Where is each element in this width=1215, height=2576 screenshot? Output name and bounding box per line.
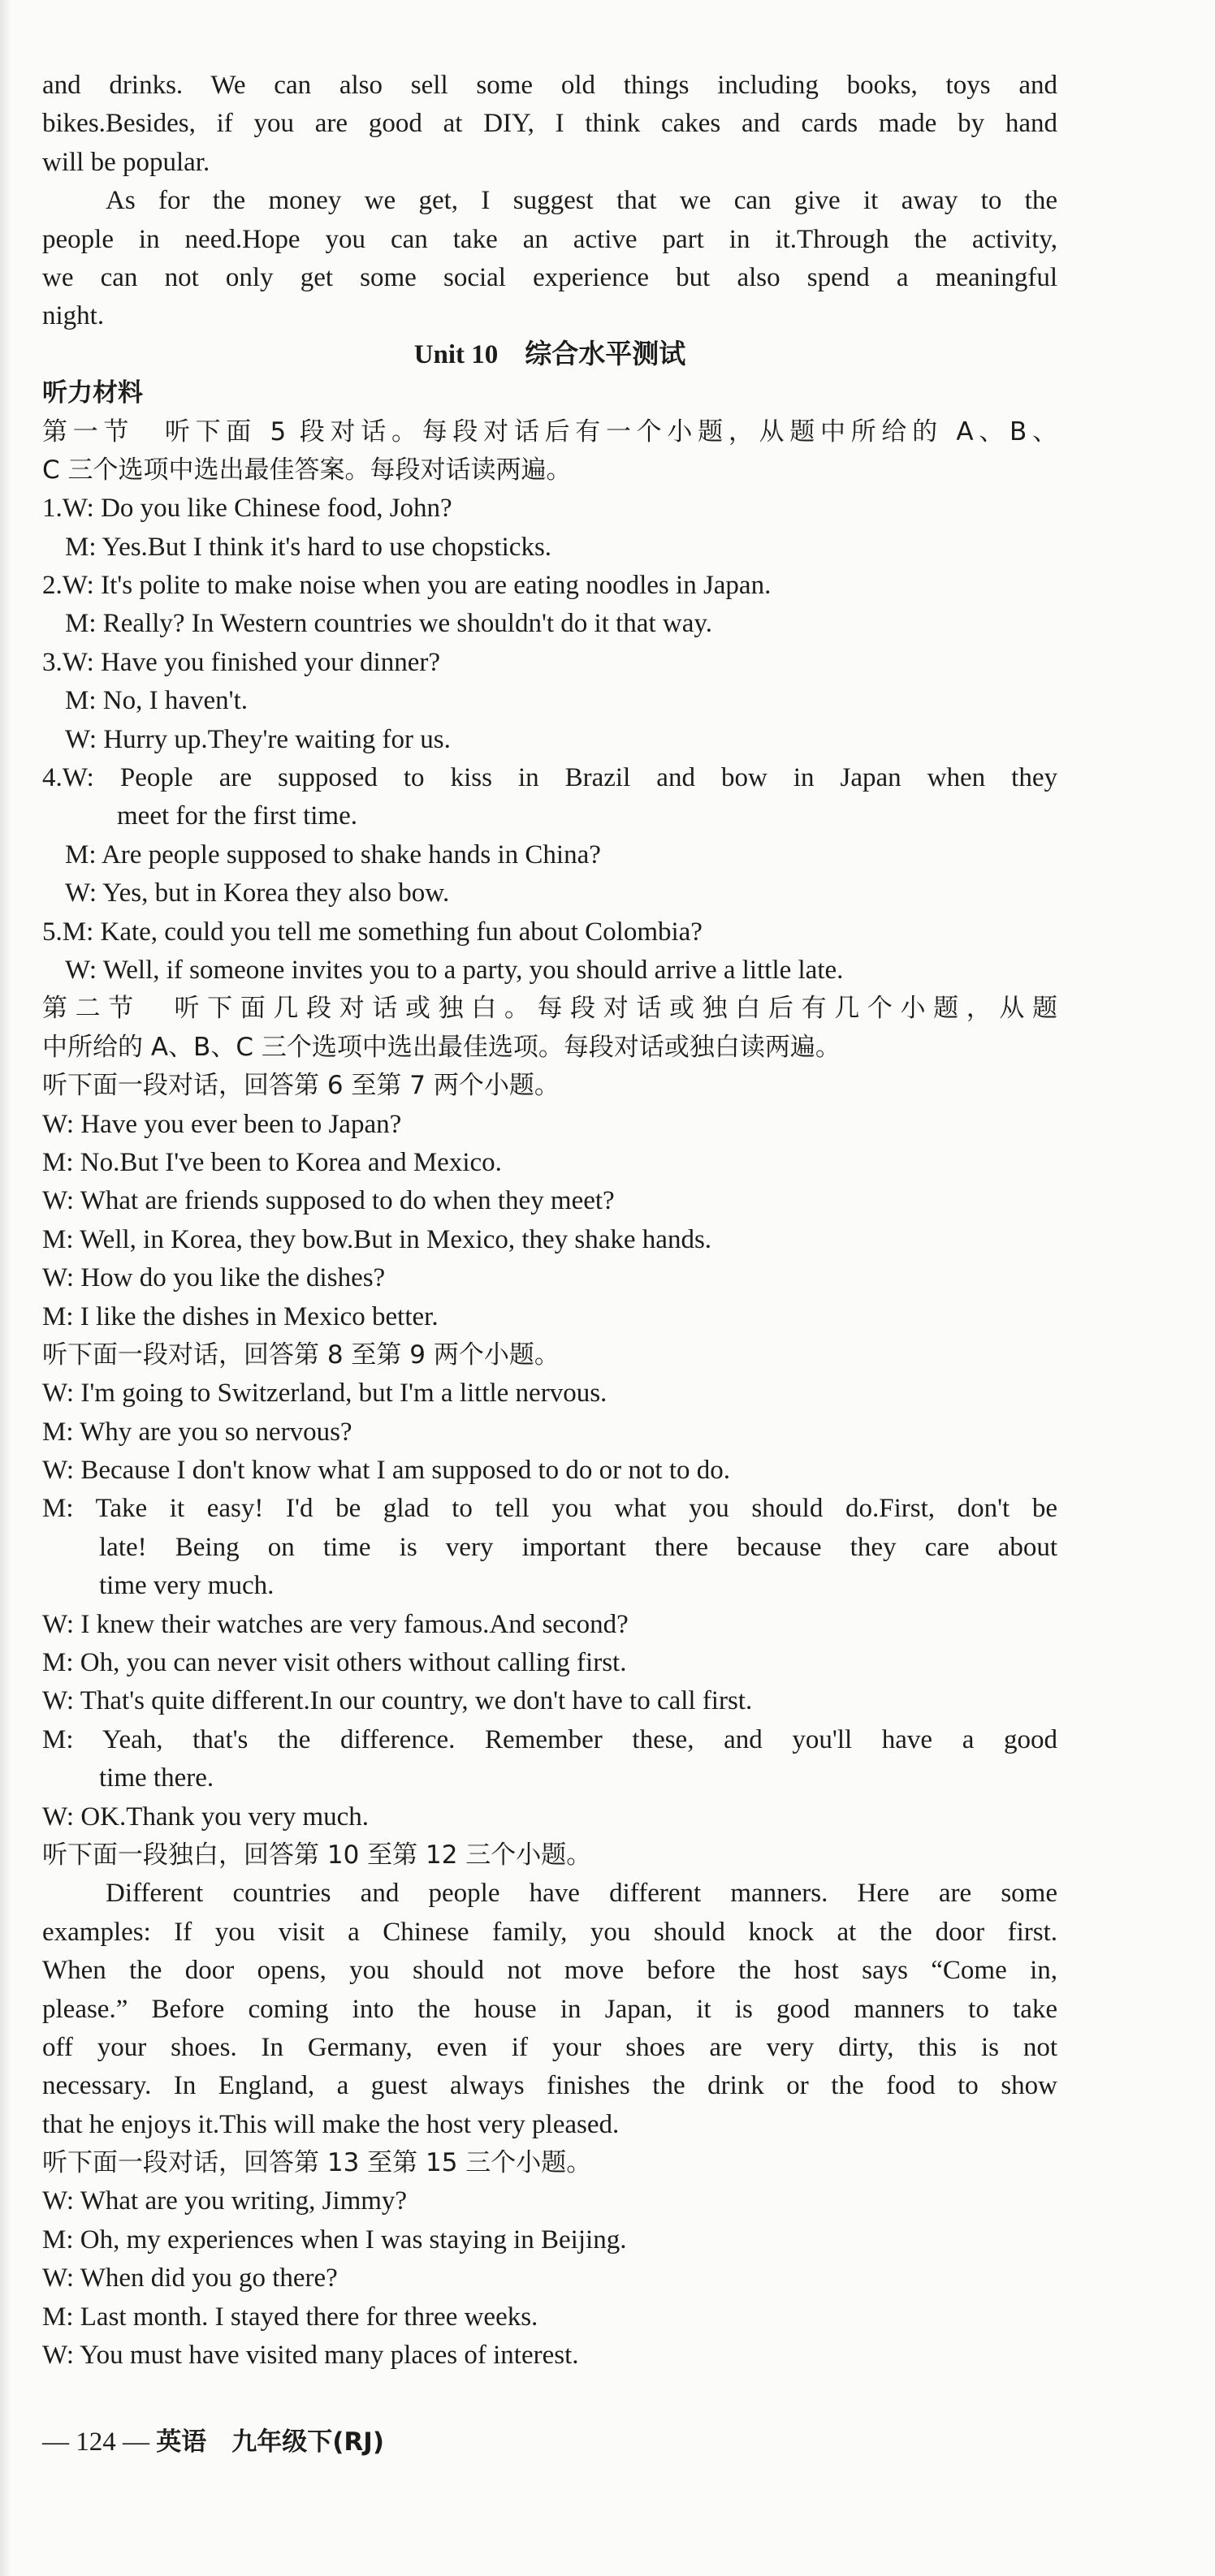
- text-line: W: What are friends supposed to do when they meet?: [42, 1186, 615, 1216]
- text-line: When the door opens, you should not move before the host says “Come in,: [42, 1956, 1057, 1986]
- text-line: M: Are people supposed to shake hands in China?: [65, 839, 601, 869]
- text-line: W: Hurry up.They're waiting for us.: [65, 724, 451, 754]
- binding-shadow: [0, 0, 11, 2576]
- text-line: off your shoes. In Germany, even if your shoes are very dirty, this is not: [42, 2032, 1057, 2062]
- text-line: 3.W: Have you finished your dinner?: [42, 647, 440, 677]
- text-line: M: I like the dishes in Mexico better.: [42, 1301, 439, 1331]
- text-line: W: I'm going to Switzerland, but I'm a little nervous.: [42, 1379, 608, 1409]
- text-line: M: Well, in Korea, they bow.But in Mexico, they shake hands.: [42, 1224, 712, 1254]
- text-line: W: I knew their watches are very famous.And second?: [42, 1609, 629, 1639]
- text-line: W: That's quite different.In our country, we don't have to call first.: [42, 1686, 753, 1716]
- text-line: 5.M: Kate, could you tell me something fun about Colombia?: [42, 917, 703, 947]
- page-number: — 124 —: [42, 2427, 149, 2457]
- text-line: 听下面一段独白，回答第 10 至第 12 三个小题。: [42, 1840, 592, 1870]
- text-line: night.: [42, 301, 105, 331]
- text-line: examples: If you visit a Chinese family, you should knock at the door first.: [42, 1917, 1057, 1947]
- text-line: W: How do you like the dishes?: [42, 1263, 386, 1293]
- text-line: meet for the first time.: [117, 801, 357, 831]
- text-line: W: OK.Thank you very much.: [42, 1801, 370, 1832]
- text-line: M: Oh, my experiences when I was staying in Beijing.: [42, 2224, 627, 2255]
- text-line: M: Really? In Western countries we shouldn't do it that way.: [65, 609, 712, 639]
- text-line: M: No, I haven't.: [65, 686, 248, 716]
- book-subject: 英语 九年级下(RJ): [156, 2427, 384, 2457]
- text-line: M: No.But I've been to Korea and Mexico.: [42, 1147, 502, 1177]
- text-line: 第一节 听下面 5 段对话。每段对话后有一个小题，从题中所给的 A、B、: [42, 416, 1057, 447]
- text-line: 中所给的 A、B、C 三个选项中选出最佳选项。每段对话或独白读两遍。: [42, 1032, 841, 1062]
- text-line: 1.W: Do you like Chinese food, John?: [42, 494, 452, 524]
- text-line: people in need.Hope you can take an active part in it.Through the activity,: [42, 224, 1057, 254]
- text-line: will be popular.: [42, 147, 210, 177]
- text-line: 听下面一段对话，回答第 13 至第 15 三个小题。: [42, 2148, 592, 2178]
- text-line: M: Take it easy! I'd be glad to tell you what you should do.First, don't be: [42, 1494, 1057, 1524]
- text-line: and drinks. We can also sell some old things including books, toys and: [42, 71, 1057, 100]
- text-column: [42, 67, 1057, 2375]
- page-footer: [42, 2423, 384, 2462]
- text-line: W: Well, if someone invites you to a party, you should arrive a little late.: [65, 955, 844, 985]
- text-line: that he enjoys it.This will make the host very pleased.: [42, 2109, 620, 2139]
- text-line: 4.W: People are supposed to kiss in Brazil and bow in Japan when they: [42, 763, 1057, 793]
- text-line: W: What are you writing, Jimmy?: [42, 2186, 408, 2216]
- text-line: M: Yeah, that's the difference. Remember these, and you'll have a good: [42, 1724, 1057, 1754]
- text-line: Unit 10 综合水平测试: [413, 339, 686, 369]
- text-line: C 三个选项中选出最佳答案。每段对话读两遍。: [42, 455, 572, 485]
- text-line: necessary. In England, a guest always finishes the drink or the food to show: [42, 2071, 1057, 2101]
- text-line: M: Yes.But I think it's hard to use chopsticks.: [65, 532, 552, 562]
- text-line: M: Oh, you can never visit others without calling first.: [42, 1648, 627, 1678]
- text-line: W: Because I don't know what I am supposed to do or not to do.: [42, 1456, 730, 1486]
- text-line: please.” Before coming into the house in Japan, it is good manners to take: [42, 1994, 1057, 2024]
- text-line: time there.: [99, 1763, 214, 1793]
- text-line: 听下面一段对话，回答第 6 至第 7 两个小题。: [42, 1071, 560, 1101]
- text-line: late! Being on time is very important there because they care about: [99, 1532, 1057, 1562]
- text-line: 听下面一段对话，回答第 8 至第 9 两个小题。: [42, 1340, 560, 1370]
- text-line: time very much.: [99, 1571, 275, 1601]
- text-line: W: Have you ever been to Japan?: [42, 1109, 402, 1139]
- text-line: W: You must have visited many places of interest.: [42, 2341, 579, 2371]
- text-line: Different countries and people have different manners. Here are some: [106, 1879, 1057, 1909]
- text-line: W: When did you go there?: [42, 2263, 338, 2293]
- text-line: M: Why are you so nervous?: [42, 1417, 352, 1447]
- text-line: 2.W: It's polite to make noise when you are eating noodles in Japan.: [42, 571, 772, 601]
- text-line: we can not only get some social experience but also spend a meaningful: [42, 262, 1057, 292]
- text-line: 听力材料: [42, 378, 143, 408]
- text-line: 第二节 听下面几段对话或独白。每段对话或独白后有几个小题，从题: [42, 994, 1057, 1024]
- text-line: M: Last month. I stayed there for three weeks.: [42, 2302, 538, 2332]
- text-line: W: Yes, but in Korea they also bow.: [65, 878, 450, 908]
- text-line: As for the money we get, I suggest that we can give it away to the: [106, 186, 1057, 216]
- text-line: bikes.Besides, if you are good at DIY, I think cakes and cards made by hand: [42, 109, 1057, 139]
